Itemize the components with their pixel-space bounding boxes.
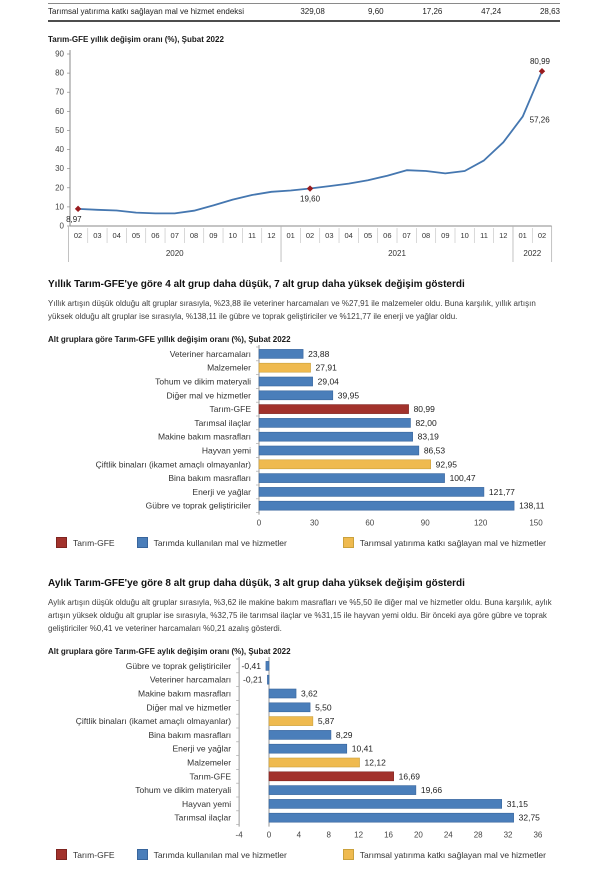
svg-text:01: 01: [286, 231, 295, 240]
svg-text:12: 12: [499, 231, 508, 240]
svg-text:05: 05: [363, 231, 373, 240]
bar-value-label: 10,41: [351, 743, 374, 754]
svg-text:11: 11: [248, 231, 256, 240]
monthly-bar-chart: [40, 656, 560, 842]
bar-category-label: Gübre ve toprak geliştiriciler: [125, 660, 232, 671]
bar-value-label: 92,95: [435, 459, 457, 470]
data-point-label: 57,26: [529, 115, 550, 125]
bar-value-label: 3,62: [301, 688, 318, 699]
svg-text:02: 02: [73, 231, 83, 240]
bar-value-label: 138,11: [519, 500, 545, 511]
svg-text:90: 90: [55, 49, 64, 59]
monthly-paragraph: Aylık artışın düşük olduğu alt gruplar sırasıyla, %3,62 ile makine bakım masrafları ve %5,50 ile diğer mal ve hizmetler oldu. Buna karşılık, aylık artışın yüksek olduğu alt gruplar ise sırasıyla, %32,75 ile tarımsal ilaçlar ve %31,15 ile hayvan yemi oldu. Bir önceki aya göre gübre ve toprak geliştiriciler %0,41 ve veteriner harcamaları %0,21 azalış gösterdi.: [48, 598, 552, 633]
svg-text:02: 02: [537, 231, 547, 240]
x-tick-label: 30: [309, 518, 319, 528]
index-value: 28,63: [539, 7, 560, 16]
data-point-marker: [307, 185, 313, 191]
bar: [269, 689, 296, 698]
index-row-label: Tarımsal yatırıma katkı sağlayan mal ve hizmet endeksi: [48, 7, 245, 16]
svg-text:03: 03: [325, 231, 334, 240]
x-tick-label: -4: [235, 830, 243, 840]
chart-legend: [56, 537, 600, 548]
legend-label: Tarım-GFE: [73, 537, 115, 548]
bar-category-label: Diğer mal ve hizmetler: [146, 702, 232, 713]
bar-category-label: Enerji ve yağlar: [192, 486, 251, 497]
bar: [269, 703, 310, 712]
bar-value-label: 121,77: [488, 486, 515, 497]
index-value: 329,08: [300, 7, 325, 16]
x-tick-label: 12: [354, 830, 364, 840]
svg-text:07: 07: [170, 231, 179, 240]
bar: [269, 772, 394, 781]
bar: [259, 446, 419, 455]
bar-category-label: Veteriner harcamaları: [169, 348, 251, 359]
chart-legend: [56, 849, 600, 860]
bar-category-label: Çiftlik binaları (ikamet amaçlı olmayanlar): [95, 459, 251, 470]
svg-text:20: 20: [55, 183, 64, 193]
legend-label: Tarımsal yatırıma katkı sağlayan mal ve hizmetler: [359, 537, 546, 548]
legend-swatch: [137, 537, 148, 548]
bar-value-label: -0,21: [243, 674, 263, 685]
data-point-marker: [539, 68, 545, 74]
bar-value-label: 86,53: [423, 445, 446, 456]
legend-label: Tarımda kullanılan mal ve hizmetler: [153, 537, 287, 548]
bar-value-label: 27,91: [315, 362, 337, 373]
svg-text:03: 03: [93, 231, 102, 240]
x-tick-label: 28: [473, 830, 483, 840]
bar-category-label: Çiftlik binaları (ikamet amaçlı olmayanlar): [75, 716, 232, 727]
svg-text:08: 08: [189, 231, 199, 240]
bar-category-label: Malzemeler: [207, 362, 251, 373]
section-heading-monthly: Aylık Tarım-GFE'ye göre 8 alt grup daha düşük, 3 alt grup daha yüksek değişim gösterdi: [48, 578, 465, 589]
svg-text:2020: 2020: [165, 249, 184, 258]
legend-swatch: [137, 849, 148, 860]
legend-item: [343, 849, 546, 860]
bar-category-label: Enerji ve yağlar: [172, 743, 232, 754]
bar-value-label: 83,19: [417, 431, 439, 442]
bar-value-label: 5,50: [315, 702, 332, 713]
bar-category-label: Veteriner harcamaları: [149, 674, 232, 685]
bar: [269, 758, 360, 767]
x-tick-label: 16: [384, 830, 393, 840]
bar: [259, 377, 313, 386]
bar-category-label: Malzemeler: [187, 757, 232, 768]
bar-category-label: Tarım-GFE: [189, 771, 232, 782]
data-point-label: 19,60: [300, 194, 321, 204]
yearly-line-chart: [40, 46, 560, 266]
bar: [269, 799, 502, 808]
legend-swatch: [343, 849, 354, 860]
x-tick-label: 8: [326, 830, 331, 840]
bar-value-label: -0,41: [241, 660, 261, 671]
bar-category-label: Tarımsal ilaçlar: [174, 812, 232, 823]
svg-text:0: 0: [59, 221, 64, 231]
bar: [259, 349, 303, 358]
bar: [259, 474, 445, 483]
bar: [269, 730, 331, 739]
line-plot: [55, 50, 552, 263]
legend-item: [56, 537, 115, 548]
bar: [267, 675, 269, 684]
yearly-bar-chart: [40, 344, 560, 530]
bar-value-label: 80,99: [413, 404, 435, 415]
svg-text:08: 08: [421, 231, 431, 240]
bar: [259, 418, 410, 427]
legend-item: [137, 537, 287, 548]
x-tick-label: 24: [443, 830, 453, 840]
index-table-row: [48, 3, 560, 22]
bar: [266, 661, 269, 670]
bar: [259, 460, 431, 469]
index-value: 17,26: [422, 7, 443, 16]
svg-text:02: 02: [305, 231, 315, 240]
index-value: 47,24: [481, 7, 502, 16]
legend-swatch: [343, 537, 354, 548]
bar-value-label: 31,15: [506, 798, 528, 809]
bar-value-label: 29,04: [317, 376, 339, 387]
x-tick-label: 120: [473, 518, 488, 528]
index-value: 9,60: [368, 7, 384, 16]
bar-value-label: 19,66: [420, 785, 443, 796]
svg-text:50: 50: [55, 125, 64, 135]
svg-text:30: 30: [55, 164, 64, 174]
bar-category-label: Tohum ve dikim materyali: [135, 785, 232, 796]
bar-value-label: 23,88: [308, 348, 330, 359]
bar-category-label: Bina bakım masrafları: [168, 473, 251, 484]
bar-value-label: 39,95: [337, 390, 360, 401]
legend-item: [56, 849, 115, 860]
svg-text:11: 11: [480, 231, 488, 240]
bar-category-label: Makine bakım masrafları: [138, 688, 232, 699]
bar: [259, 363, 311, 372]
svg-text:05: 05: [131, 231, 141, 240]
bar-value-label: 32,75: [518, 812, 540, 823]
bar: [259, 432, 413, 441]
bar: [259, 405, 409, 414]
legend-label: Tarım-GFE: [73, 849, 115, 860]
bar-plot: [76, 657, 543, 840]
legend-item: [343, 537, 546, 548]
bar: [269, 813, 514, 822]
bar-category-label: Tarım-GFE: [209, 404, 251, 415]
x-tick-label: 150: [529, 518, 543, 528]
svg-text:04: 04: [112, 231, 121, 240]
line-chart-title: Tarım-GFE yıllık değişim oranı (%), Şubat 2022: [48, 35, 224, 44]
bar-category-label: Hayvan yemi: [181, 798, 232, 809]
x-tick-label: 4: [296, 830, 302, 840]
data-point-marker: [75, 206, 81, 212]
bar-value-label: 5,87: [317, 716, 335, 727]
x-tick-label: 0: [256, 518, 262, 528]
yearly-paragraph: Yıllık artışın düşük olduğu alt gruplar sırasıyla, %23,88 ile veteriner harcamaları ve %27,91 ile malzemeler oldu. Buna karşılık, yıllık artışın yüksek olduğu alt gruplar ise sırasıyla, %138,11 ile gübre ve toprak geliştiriciler ve %121,77 ile enerji ve yağlar oldu.: [48, 299, 536, 321]
bar-category-label: Makine bakım masrafları: [157, 431, 251, 442]
bar-category-label: Tarımsal ilaçlar: [194, 417, 251, 428]
svg-text:06: 06: [151, 231, 160, 240]
bar: [259, 391, 333, 400]
bar-value-label: 100,47: [449, 473, 476, 484]
bar-value-label: 12,12: [364, 757, 386, 768]
yearly-bar-chart-title: Alt gruplara göre Tarım-GFE yıllık değişim oranı (%), Şubat 2022: [48, 335, 291, 344]
x-tick-label: 20: [413, 830, 423, 840]
svg-text:10: 10: [228, 231, 237, 240]
x-tick-label: 60: [365, 518, 375, 528]
legend-label: Tarımsal yatırıma katkı sağlayan mal ve hizmetler: [359, 849, 546, 860]
svg-text:2022: 2022: [523, 249, 542, 258]
svg-text:01: 01: [518, 231, 527, 240]
svg-text:2021: 2021: [388, 249, 406, 258]
x-tick-label: 36: [533, 830, 543, 840]
bar: [269, 786, 416, 795]
bar-category-label: Hayvan yemi: [201, 445, 251, 456]
x-tick-label: 32: [503, 830, 513, 840]
bar-category-label: Diğer mal ve hizmetler: [166, 390, 251, 401]
data-point-label: 8,97: [66, 214, 82, 224]
svg-text:07: 07: [402, 231, 411, 240]
bar-value-label: 82,00: [415, 417, 437, 428]
legend-swatch: [56, 537, 67, 548]
svg-text:70: 70: [55, 87, 64, 97]
bar: [269, 744, 347, 753]
svg-text:40: 40: [55, 145, 64, 155]
bar-category-label: Bina bakım masrafları: [148, 729, 232, 740]
section-heading-yearly: Yıllık Tarım-GFE'ye göre 4 alt grup daha düşük, 7 alt grup daha yüksek değişim gösterdi: [48, 279, 465, 290]
bar: [259, 487, 484, 496]
bar-category-label: Gübre ve toprak geliştiriciler: [145, 500, 251, 511]
svg-text:09: 09: [441, 231, 450, 240]
svg-text:10: 10: [55, 202, 64, 212]
svg-text:12: 12: [267, 231, 276, 240]
bar: [269, 717, 313, 726]
monthly-bar-chart-title: Alt gruplara göre Tarım-GFE aylık değişim oranı (%), Şubat 2022: [48, 647, 291, 656]
bar-plot: [96, 345, 545, 528]
bar-category-label: Tohum ve dikim materyali: [155, 376, 251, 387]
legend-item: [137, 849, 287, 860]
data-point-label: 80,99: [529, 57, 551, 67]
x-tick-label: 0: [266, 830, 272, 840]
x-tick-label: 90: [420, 518, 430, 528]
svg-text:60: 60: [55, 106, 64, 116]
svg-text:06: 06: [383, 231, 392, 240]
bar-value-label: 16,69: [398, 771, 420, 782]
svg-text:10: 10: [460, 231, 469, 240]
legend-label: Tarımda kullanılan mal ve hizmetler: [153, 849, 287, 860]
svg-text:80: 80: [55, 68, 64, 78]
svg-text:09: 09: [209, 231, 218, 240]
bar-value-label: 8,29: [335, 729, 353, 740]
bar: [259, 501, 514, 510]
legend-swatch: [56, 849, 67, 860]
svg-text:04: 04: [344, 231, 353, 240]
